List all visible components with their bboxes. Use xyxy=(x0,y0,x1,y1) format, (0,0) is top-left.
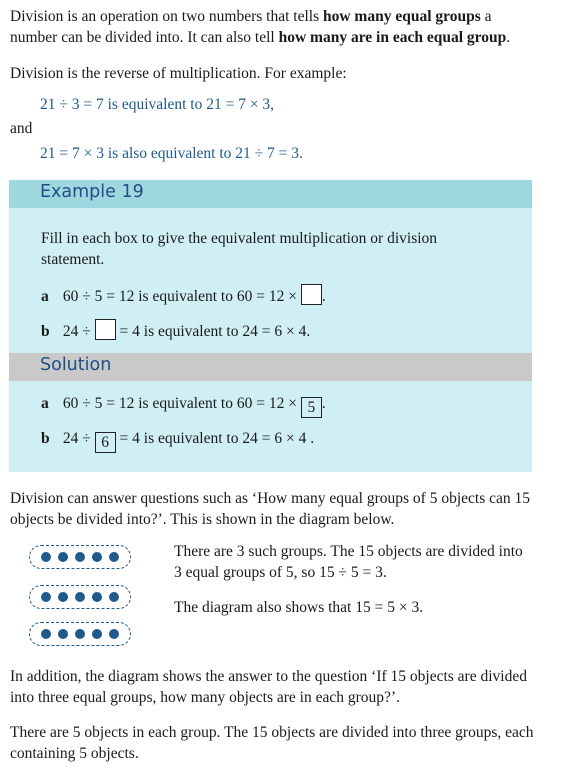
object-dot xyxy=(75,592,85,602)
intro-paragraph-2: Division is the reverse of multiplication. For example: xyxy=(10,65,347,82)
intro-text: . xyxy=(506,29,511,46)
item-label: b xyxy=(41,430,50,447)
intro-bold-text: how many equal groups xyxy=(322,8,481,25)
example-heading: Example 19 xyxy=(40,182,144,202)
example-instruction: Fill in each box to give the equivalent multiplication or division statement. xyxy=(41,230,438,268)
object-dot xyxy=(109,552,119,562)
intro-text: Division is an operation on two numbers that tells xyxy=(10,8,323,25)
object-dot xyxy=(92,629,102,639)
answer-box: 5 xyxy=(301,397,322,418)
object-dot xyxy=(58,552,68,562)
answer-box: 6 xyxy=(95,432,116,453)
diagram-explanation-1: There are 3 such groups. The 15 objects are divided into 3 equal groups of 5, so 15 ÷ 5 = 3. xyxy=(174,543,523,581)
object-dot xyxy=(92,552,102,562)
final-paragraph: There are 5 objects in each group. The 15 objects are divided into three groups, each containing 5 objects. xyxy=(10,724,534,762)
example-item-b xyxy=(41,319,310,343)
intro-bold-text: how many are in each equal group xyxy=(278,29,507,46)
item-text-after: = 4 is equivalent to 24 = 6 × 4. xyxy=(119,323,311,340)
and-text: and xyxy=(10,120,33,137)
object-dot xyxy=(41,629,51,639)
addition-paragraph: In addition, the diagram shows the answer to the question ‘If 15 objects are divided into three equal groups, how many objects are in each group?’. xyxy=(10,668,527,706)
example-header xyxy=(9,180,532,208)
answer-box[interactable] xyxy=(301,284,322,305)
item-text-before: 60 ÷ 5 = 12 is equivalent to 60 = 12 × xyxy=(62,395,297,412)
object-dot xyxy=(75,629,85,639)
object-dot xyxy=(58,629,68,639)
object-dot xyxy=(58,592,68,602)
object-dot xyxy=(109,629,119,639)
solution-heading: Solution xyxy=(40,355,112,375)
item-text-before: 24 ÷ xyxy=(62,323,91,340)
solution-header xyxy=(9,353,532,381)
answer-box[interactable] xyxy=(95,319,116,340)
item-text-after: = 4 is equivalent to 24 = 6 × 4 . xyxy=(119,430,315,447)
solution-item-a xyxy=(41,393,326,418)
diagram-explanation-2: The diagram also shows that 15 = 5 × 3. xyxy=(174,599,424,616)
item-label: a xyxy=(41,288,49,305)
item-text-after: . xyxy=(321,395,326,412)
intro-paragraph-1 xyxy=(10,6,540,48)
object-dot xyxy=(41,592,51,602)
item-label: b xyxy=(41,323,50,340)
groups-paragraph: Division can answer questions such as ‘How many equal groups of 5 objects can 15 objects be divided into?’. This is shown in the diagram below. xyxy=(10,490,530,528)
item-text-before: 24 ÷ xyxy=(62,430,91,447)
item-text-after: . xyxy=(321,288,326,305)
item-label: a xyxy=(41,395,49,412)
intro-text: a number can be divided into. It can also tell xyxy=(10,8,492,46)
example-equation-1: 21 ÷ 3 = 7 is equivalent to 21 = 7 × 3, xyxy=(40,96,275,113)
object-group xyxy=(29,585,131,609)
object-group xyxy=(29,622,131,646)
object-dot xyxy=(75,552,85,562)
example-item-a xyxy=(41,284,326,308)
object-group xyxy=(29,545,131,569)
object-dot xyxy=(41,552,51,562)
solution-item-b xyxy=(41,428,314,453)
object-dot xyxy=(92,592,102,602)
item-text-before: 60 ÷ 5 = 12 is equivalent to 60 = 12 × xyxy=(62,288,297,305)
object-dot xyxy=(109,592,119,602)
example-equation-2: 21 = 7 × 3 is also equivalent to 21 ÷ 7 = 3. xyxy=(40,145,303,162)
